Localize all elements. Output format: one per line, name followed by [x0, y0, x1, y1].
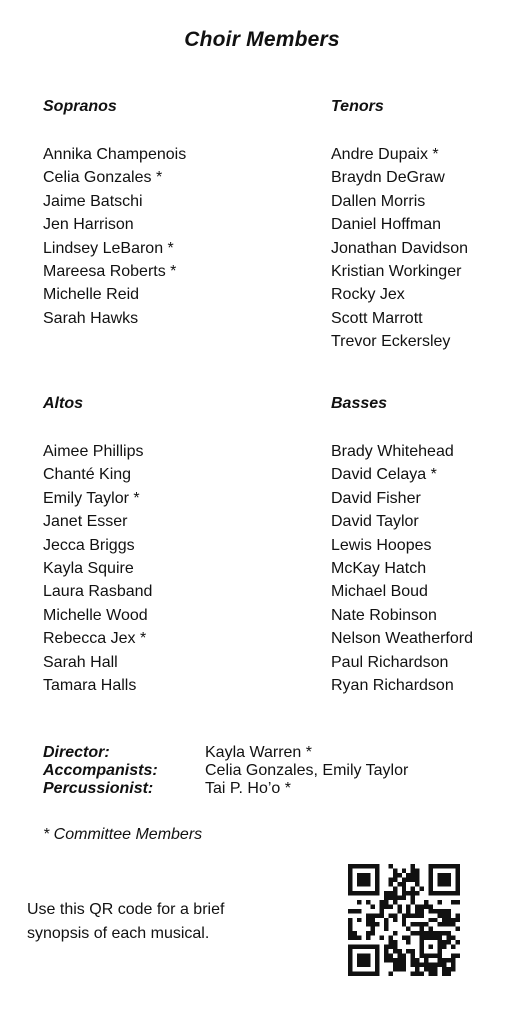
member-name: Michael Boud: [331, 583, 428, 601]
committee-footnote: * Committee Members: [43, 826, 203, 843]
member-name: David Fisher: [331, 489, 421, 507]
member-name: Jen Harrison: [43, 216, 134, 234]
credit-row-percussionist: [43, 780, 408, 798]
section-tenors: [331, 95, 524, 354]
section-altos: [43, 392, 243, 697]
member-name: Nate Robinson: [331, 606, 437, 624]
member-list: [331, 440, 521, 697]
member-name: Aimee Phillips: [43, 443, 144, 460]
credit-role: Director:: [43, 744, 110, 761]
member-name: Rocky Jex: [331, 286, 405, 304]
member-name: Emily Taylor *: [43, 489, 140, 507]
member-name: David Celaya *: [331, 466, 437, 484]
member-name: Lewis Hoopes: [331, 536, 432, 554]
qr-code-icon[interactable]: [348, 864, 460, 976]
member-name: Janet Esser: [43, 513, 128, 531]
member-name: Ryan Richardson: [331, 676, 454, 694]
member-name: Annika Champenois: [43, 146, 187, 163]
credit-row-accompanists: [43, 762, 408, 780]
member-list: [331, 143, 524, 354]
member-name: Braydn DeGraw: [331, 169, 445, 187]
section-basses: [331, 392, 521, 697]
member-list: [43, 440, 243, 697]
member-name: McKay Hatch: [331, 559, 427, 577]
section-heading: Altos: [43, 395, 83, 412]
member-name: Kayla Squire: [43, 559, 134, 577]
member-name: Michelle Wood: [43, 606, 148, 624]
member-name: Scott Marrott: [331, 309, 423, 327]
section-heading: Basses: [331, 395, 388, 412]
credit-role: Percussionist:: [43, 780, 154, 797]
member-name: Mareesa Roberts *: [43, 262, 177, 280]
credit-name: Celia Gonzales, Emily Taylor: [205, 762, 409, 779]
member-name: Sarah Hawks: [43, 309, 139, 327]
section-heading: Tenors: [331, 98, 384, 115]
member-name: Michelle Reid: [43, 286, 140, 304]
member-name: Jonathan Davidson: [331, 239, 468, 257]
credit-row-director: [43, 744, 408, 762]
member-name: Sarah Hall: [43, 653, 118, 671]
member-name: Dallen Morris: [331, 192, 426, 210]
section-sopranos: [43, 95, 243, 330]
member-name: Jaime Batschi: [43, 192, 143, 210]
member-name: Celia Gonzales *: [43, 169, 163, 187]
qr-caption: Use this QR code for a brief synopsis of each musical.: [27, 901, 225, 942]
member-name: Rebecca Jex *: [43, 630, 147, 648]
member-name: Laura Rasband: [43, 583, 153, 601]
member-name: Lindsey LeBaron *: [43, 239, 174, 257]
credit-name: Kayla Warren *: [205, 744, 312, 761]
member-name: Chanté King: [43, 466, 132, 484]
member-name: Andre Dupaix *: [331, 146, 439, 163]
member-name: Jecca Briggs: [43, 536, 135, 554]
member-name: David Taylor: [331, 513, 419, 531]
member-name: Brady Whitehead: [331, 443, 454, 460]
member-name: Paul Richardson: [331, 653, 449, 671]
credit-name: Tai P. Ho’o *: [205, 780, 291, 797]
member-name: Tamara Halls: [43, 676, 137, 694]
section-heading: Sopranos: [43, 98, 117, 115]
credits-block: [43, 744, 408, 798]
credit-role: Accompanists:: [43, 762, 158, 779]
member-name: Kristian Workinger: [331, 262, 462, 280]
member-list: [43, 143, 243, 330]
member-name: Nelson Weatherford: [331, 630, 473, 648]
page-title: Choir Members: [184, 28, 340, 51]
member-name: Trevor Eckersley: [331, 333, 451, 351]
member-name: Daniel Hoffman: [331, 216, 441, 234]
